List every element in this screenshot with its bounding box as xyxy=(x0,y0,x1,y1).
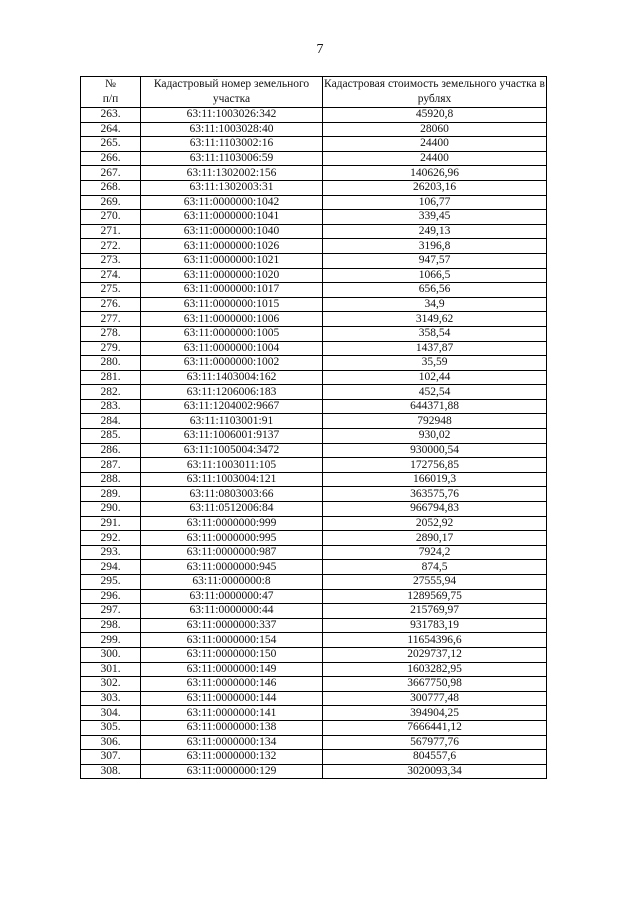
table-row xyxy=(81,326,547,341)
table-row xyxy=(81,356,547,371)
cadastral-number-cell: 63:11:0000000:1006 xyxy=(141,312,323,327)
table-row xyxy=(81,472,547,487)
row-number-cell: 307. xyxy=(81,750,141,765)
row-number-cell: 303. xyxy=(81,691,141,706)
table-row xyxy=(81,253,547,268)
table-row xyxy=(81,618,547,633)
table-row xyxy=(81,166,547,181)
cadastral-number-cell: 63:11:0000000:1015 xyxy=(141,297,323,312)
cadastral-number-cell: 63:11:0000000:987 xyxy=(141,545,323,560)
row-number-cell: 282. xyxy=(81,385,141,400)
row-number-cell: 273. xyxy=(81,253,141,268)
table-body xyxy=(81,108,547,779)
row-number-cell: 301. xyxy=(81,662,141,677)
cadastral-value-cell: 172756,85 xyxy=(323,458,547,473)
row-number-cell: 294. xyxy=(81,560,141,575)
row-number-cell: 300. xyxy=(81,647,141,662)
cadastral-number-cell: 63:11:0000000:129 xyxy=(141,764,323,779)
cadastral-number-cell: 63:11:0000000:1040 xyxy=(141,224,323,239)
cadastral-value-cell: 792948 xyxy=(323,414,547,429)
table-row xyxy=(81,443,547,458)
cadastral-value-cell: 300777,48 xyxy=(323,691,547,706)
cadastral-number-cell: 63:11:0000000:132 xyxy=(141,750,323,765)
cadastral-number-cell: 63:11:1103001:91 xyxy=(141,414,323,429)
row-number-cell: 278. xyxy=(81,326,141,341)
row-number-cell: 269. xyxy=(81,195,141,210)
table-row xyxy=(81,370,547,385)
cadastral-value-cell: 1289569,75 xyxy=(323,589,547,604)
cadastral-number-cell: 63:11:1206006:183 xyxy=(141,385,323,400)
cadastral-value-cell: 947,57 xyxy=(323,253,547,268)
header-row-number xyxy=(81,77,141,108)
cadastral-value-cell: 11654396,6 xyxy=(323,633,547,648)
table-row xyxy=(81,764,547,779)
cadastral-value-cell: 34,9 xyxy=(323,297,547,312)
cadastral-value-cell: 931783,19 xyxy=(323,618,547,633)
row-number-cell: 289. xyxy=(81,487,141,502)
cadastral-value-cell: 3149,62 xyxy=(323,312,547,327)
cadastral-value-cell: 2052,92 xyxy=(323,516,547,531)
cadastral-value-cell: 1066,5 xyxy=(323,268,547,283)
table-row xyxy=(81,647,547,662)
table-row xyxy=(81,210,547,225)
cadastral-number-cell: 63:11:1103002:16 xyxy=(141,137,323,152)
cadastral-value-cell: 656,56 xyxy=(323,283,547,298)
row-number-cell: 270. xyxy=(81,210,141,225)
cadastral-number-cell: 63:11:0000000:999 xyxy=(141,516,323,531)
cadastral-value-cell: 2890,17 xyxy=(323,531,547,546)
cadastral-value-cell: 3020093,34 xyxy=(323,764,547,779)
cadastral-number-cell: 63:11:0000000:1017 xyxy=(141,283,323,298)
row-number-cell: 308. xyxy=(81,764,141,779)
cadastral-value-cell: 35,59 xyxy=(323,356,547,371)
table-row xyxy=(81,224,547,239)
table-row xyxy=(81,268,547,283)
table-row xyxy=(81,283,547,298)
row-number-cell: 268. xyxy=(81,180,141,195)
header-number-sign: № xyxy=(105,78,116,90)
cadastral-number-cell: 63:11:0000000:44 xyxy=(141,604,323,619)
cadastral-value-cell: 874,5 xyxy=(323,560,547,575)
row-number-cell: 302. xyxy=(81,677,141,692)
cadastral-value-cell: 1603282,95 xyxy=(323,662,547,677)
cadastral-number-cell: 63:11:1003011:105 xyxy=(141,458,323,473)
cadastral-number-cell: 63:11:0000000:1026 xyxy=(141,239,323,254)
row-number-cell: 297. xyxy=(81,604,141,619)
cadastral-value-cell: 24400 xyxy=(323,151,547,166)
table-row xyxy=(81,560,547,575)
cadastral-number-cell: 63:11:0000000:337 xyxy=(141,618,323,633)
cadastral-number-cell: 63:11:0000000:149 xyxy=(141,662,323,677)
cadastral-value-cell: 3667750,98 xyxy=(323,677,547,692)
row-number-cell: 293. xyxy=(81,545,141,560)
row-number-cell: 292. xyxy=(81,531,141,546)
table-row xyxy=(81,137,547,152)
cadastral-number-cell: 63:11:0000000:995 xyxy=(141,531,323,546)
table-row xyxy=(81,750,547,765)
cadastral-number-cell: 63:11:1003028:40 xyxy=(141,122,323,137)
cadastral-value-cell: 567977,76 xyxy=(323,735,547,750)
row-number-cell: 263. xyxy=(81,108,141,123)
cadastral-number-cell: 63:11:1302002:156 xyxy=(141,166,323,181)
header-cadastral-value: Кадастровая стоимость земельного участка в рублях xyxy=(323,77,547,108)
table-row xyxy=(81,589,547,604)
cadastral-value-table xyxy=(80,76,547,779)
table-row xyxy=(81,195,547,210)
row-number-cell: 299. xyxy=(81,633,141,648)
cadastral-value-cell: 7924,2 xyxy=(323,545,547,560)
cadastral-value-cell: 7666441,12 xyxy=(323,720,547,735)
row-number-cell: 286. xyxy=(81,443,141,458)
table-row xyxy=(81,239,547,254)
cadastral-number-cell: 63:11:1403004:162 xyxy=(141,370,323,385)
cadastral-value-cell: 1437,87 xyxy=(323,341,547,356)
table-row xyxy=(81,720,547,735)
cadastral-value-cell: 363575,76 xyxy=(323,487,547,502)
table-row xyxy=(81,385,547,400)
row-number-cell: 279. xyxy=(81,341,141,356)
cadastral-number-cell: 63:11:0000000:1041 xyxy=(141,210,323,225)
table-row xyxy=(81,312,547,327)
row-number-cell: 291. xyxy=(81,516,141,531)
table-row xyxy=(81,633,547,648)
table-row xyxy=(81,691,547,706)
cadastral-number-cell: 63:11:1204002:9667 xyxy=(141,399,323,414)
row-number-cell: 264. xyxy=(81,122,141,137)
row-number-cell: 275. xyxy=(81,283,141,298)
row-number-cell: 290. xyxy=(81,502,141,517)
cadastral-number-cell: 63:11:1006001:9137 xyxy=(141,429,323,444)
row-number-cell: 277. xyxy=(81,312,141,327)
cadastral-number-cell: 63:11:0000000:8 xyxy=(141,575,323,590)
row-number-cell: 295. xyxy=(81,575,141,590)
cadastral-value-cell: 452,54 xyxy=(323,385,547,400)
row-number-cell: 298. xyxy=(81,618,141,633)
cadastral-number-cell: 63:11:0000000:154 xyxy=(141,633,323,648)
cadastral-number-cell: 63:11:0000000:945 xyxy=(141,560,323,575)
row-number-cell: 272. xyxy=(81,239,141,254)
table-row xyxy=(81,487,547,502)
row-number-cell: 267. xyxy=(81,166,141,181)
row-number-cell: 285. xyxy=(81,429,141,444)
cadastral-value-cell: 966794,83 xyxy=(323,502,547,517)
table-header xyxy=(81,77,547,108)
row-number-cell: 306. xyxy=(81,735,141,750)
cadastral-value-cell: 930000,54 xyxy=(323,443,547,458)
table-row xyxy=(81,341,547,356)
row-number-cell: 274. xyxy=(81,268,141,283)
table-row xyxy=(81,122,547,137)
table-row xyxy=(81,297,547,312)
cadastral-value-cell: 140626,96 xyxy=(323,166,547,181)
cadastral-value-cell: 2029737,12 xyxy=(323,647,547,662)
row-number-cell: 287. xyxy=(81,458,141,473)
row-number-cell: 296. xyxy=(81,589,141,604)
row-number-cell: 281. xyxy=(81,370,141,385)
cadastral-number-cell: 63:11:1003004:121 xyxy=(141,472,323,487)
cadastral-value-cell: 644371,88 xyxy=(323,399,547,414)
row-number-cell: 265. xyxy=(81,137,141,152)
cadastral-number-cell: 63:11:0000000:141 xyxy=(141,706,323,721)
cadastral-number-cell: 63:11:0803003:66 xyxy=(141,487,323,502)
table-row xyxy=(81,516,547,531)
row-number-cell: 276. xyxy=(81,297,141,312)
table-row xyxy=(81,677,547,692)
row-number-cell: 288. xyxy=(81,472,141,487)
cadastral-value-cell: 358,54 xyxy=(323,326,547,341)
table-row xyxy=(81,458,547,473)
cadastral-value-cell: 394904,25 xyxy=(323,706,547,721)
table-row xyxy=(81,502,547,517)
table-header-row xyxy=(81,77,547,108)
cadastral-number-cell: 63:11:0000000:150 xyxy=(141,647,323,662)
row-number-cell: 305. xyxy=(81,720,141,735)
header-cadastral-number: Кадастровый номер земельного участка xyxy=(141,77,323,108)
cadastral-number-cell: 63:11:0000000:146 xyxy=(141,677,323,692)
cadastral-number-cell: 63:11:0000000:1042 xyxy=(141,195,323,210)
row-number-cell: 271. xyxy=(81,224,141,239)
cadastral-number-cell: 63:11:0000000:1005 xyxy=(141,326,323,341)
table-row xyxy=(81,662,547,677)
table-row xyxy=(81,735,547,750)
table-row xyxy=(81,531,547,546)
cadastral-value-cell: 28060 xyxy=(323,122,547,137)
cadastral-value-cell: 3196,8 xyxy=(323,239,547,254)
cadastral-value-cell: 215769,97 xyxy=(323,604,547,619)
cadastral-number-cell: 63:11:0000000:144 xyxy=(141,691,323,706)
table-row xyxy=(81,604,547,619)
table-row xyxy=(81,399,547,414)
cadastral-number-cell: 63:11:1003026:342 xyxy=(141,108,323,123)
row-number-cell: 304. xyxy=(81,706,141,721)
cadastral-value-cell: 930,02 xyxy=(323,429,547,444)
cadastral-value-cell: 26203,16 xyxy=(323,180,547,195)
row-number-cell: 283. xyxy=(81,399,141,414)
cadastral-number-cell: 63:11:0000000:47 xyxy=(141,589,323,604)
table-row xyxy=(81,414,547,429)
row-number-cell: 280. xyxy=(81,356,141,371)
cadastral-value-cell: 45920,8 xyxy=(323,108,547,123)
cadastral-number-cell: 63:11:0512006:84 xyxy=(141,502,323,517)
cadastral-number-cell: 63:11:0000000:1020 xyxy=(141,268,323,283)
table-row xyxy=(81,545,547,560)
cadastral-number-cell: 63:11:0000000:1004 xyxy=(141,341,323,356)
table-row xyxy=(81,429,547,444)
cadastral-value-cell: 106,77 xyxy=(323,195,547,210)
cadastral-number-cell: 63:11:0000000:1002 xyxy=(141,356,323,371)
cadastral-number-cell: 63:11:0000000:138 xyxy=(141,720,323,735)
cadastral-value-cell: 24400 xyxy=(323,137,547,152)
cadastral-value-cell: 249,13 xyxy=(323,224,547,239)
table-row xyxy=(81,108,547,123)
cadastral-value-cell: 166019,3 xyxy=(323,472,547,487)
cadastral-number-cell: 63:11:1103006:59 xyxy=(141,151,323,166)
row-number-cell: 266. xyxy=(81,151,141,166)
header-number-abbr: п/п xyxy=(102,93,119,105)
cadastral-value-cell: 102,44 xyxy=(323,370,547,385)
cadastral-number-cell: 63:11:1302003:31 xyxy=(141,180,323,195)
cadastral-number-cell: 63:11:1005004:3472 xyxy=(141,443,323,458)
table-row xyxy=(81,180,547,195)
row-number-cell: 284. xyxy=(81,414,141,429)
table-row xyxy=(81,706,547,721)
page-number: 7 xyxy=(316,42,324,57)
cadastral-number-cell: 63:11:0000000:134 xyxy=(141,735,323,750)
table-row xyxy=(81,575,547,590)
table-row xyxy=(81,151,547,166)
cadastral-value-cell: 339,45 xyxy=(323,210,547,225)
cadastral-number-cell: 63:11:0000000:1021 xyxy=(141,253,323,268)
cadastral-value-cell: 27555,94 xyxy=(323,575,547,590)
cadastral-value-cell: 804557,6 xyxy=(323,750,547,765)
